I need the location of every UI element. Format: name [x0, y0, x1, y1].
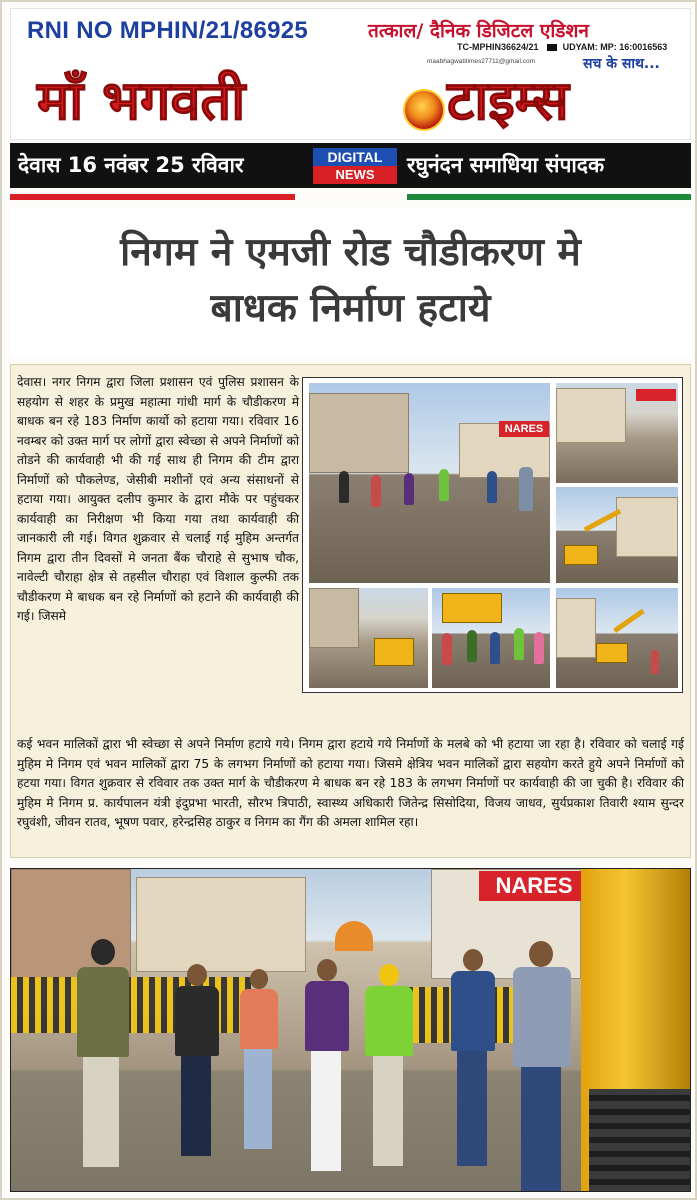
excavator-arm — [613, 609, 645, 633]
editor-name: रघुनंदन समाधिया संपादक — [407, 153, 605, 177]
head — [529, 941, 553, 967]
building-shape — [309, 393, 409, 473]
issue-date: देवास 16 नवंबर 25 रविवार — [18, 153, 244, 177]
person-figure — [371, 475, 381, 507]
team-inspection-photo — [432, 588, 550, 688]
newspaper-title — [37, 65, 685, 139]
temple-dome — [335, 921, 373, 951]
person-figure — [490, 632, 500, 664]
person-figure — [487, 471, 497, 503]
person-figure — [509, 941, 573, 1192]
badge-top: DIGITAL — [313, 148, 397, 166]
building-shape — [556, 598, 596, 658]
masthead — [10, 8, 691, 140]
shop-sign-large: NARES — [479, 871, 589, 901]
registration-numbers — [457, 42, 667, 52]
rni-number: RNI NO MPHIN/21/86925 — [27, 17, 309, 44]
head — [187, 964, 207, 986]
torso — [175, 986, 219, 1056]
edition-label: तत्काल/ दैनिक डिजिटल एडिशन — [368, 20, 589, 42]
person-figure — [361, 964, 415, 1179]
digital-news-badge — [313, 148, 397, 184]
person-figure — [514, 628, 524, 660]
building-shape — [616, 497, 678, 557]
headline — [10, 225, 691, 337]
person-figure — [171, 964, 221, 1174]
reg-udyam: UDYAM: MP: 16:0016563 — [562, 42, 668, 52]
torso — [77, 967, 129, 1057]
excavator-photo — [556, 487, 678, 583]
police-officer — [69, 939, 129, 1179]
excavator-tread — [589, 1089, 691, 1192]
legs — [311, 1051, 341, 1171]
demolished-building-photo — [556, 383, 678, 483]
legs — [83, 1057, 119, 1167]
person-figure — [534, 632, 544, 664]
person-figure — [447, 949, 497, 1179]
building-shape — [309, 588, 359, 648]
legs — [373, 1056, 403, 1166]
hard-hat — [379, 964, 399, 986]
officials-inspecting-road-photo — [10, 868, 691, 1192]
building-shape — [136, 877, 306, 972]
headline-line-1: निगम ने एमजी रोड चौडीकरण मे — [120, 230, 581, 275]
excavator-body — [564, 545, 598, 565]
person-figure — [339, 471, 349, 503]
green-stripe — [407, 194, 691, 200]
legs — [457, 1051, 487, 1166]
legs — [181, 1056, 211, 1156]
jcb-body — [442, 593, 502, 623]
torso — [513, 967, 571, 1067]
shop-sign-small — [636, 389, 676, 401]
person-figure — [651, 650, 659, 674]
head — [250, 969, 268, 989]
person-figure — [301, 959, 351, 1184]
person-figure — [236, 969, 280, 1169]
photo-collage — [302, 377, 683, 693]
headline-box — [10, 207, 691, 357]
torso — [305, 981, 349, 1051]
machine-on-road-photo — [556, 588, 678, 688]
jcb-debris-photo — [309, 588, 428, 688]
head — [317, 959, 337, 981]
person-figure — [442, 633, 452, 665]
red-stripe — [10, 194, 295, 200]
legs — [521, 1067, 561, 1192]
reg-tc: TC-MPHIN36624/21 — [457, 42, 539, 52]
legs — [244, 1049, 272, 1149]
badge-bottom: NEWS — [313, 166, 397, 184]
title-left: माँ भगवती — [37, 68, 246, 132]
email-address: maabhagwatitimes27711@gmail.com — [427, 58, 536, 65]
goddess-emblem-icon — [403, 89, 445, 131]
headline-line-2: बाधक निर्माण हटाये — [210, 286, 491, 331]
person-figure — [519, 467, 533, 511]
square-bullet-icon — [547, 44, 557, 51]
person-figure — [439, 469, 449, 501]
helmet — [91, 939, 115, 965]
officials-on-road-photo — [309, 383, 550, 583]
excavator-body — [596, 643, 628, 663]
article-full-text: कई भवन मालिकों द्वारा भी स्वेच्छा से अपने निर्माण हटाये गये। निगम द्वारा हटाये गये निर्माणों के मलबे को भी हटाया जा रहा है। रविवार को चलाई गई मुहिम मे निगम एवं भवन मालिकों द्वारा 75 के लगभग निर्माणों को हटाया गया। जिसमे क्षेत्रिय भवन मालिकों द्वारा सहयोग करते हुये अपने निर्माणों को हटया गया। विगत शुक्रवार से रविवार तक उक्त मार्ग के चौडीकरण मे बाधक बन रहे 183 के लगभग निर्माणों पर कार्यवाही की जा चुकी है। रविवार की मुहिम मे निगम प्र. कार्यपालन यंत्री इंदुप्रभा भारती, सौरभ त्रिपाठी, स्वास्थ्य अधिकारी जितेन्द्र सिसोदिया, विजय जाधव, सुर्यप्रकाश तिवारी श्याम सुन्दर रघुवंशी, जीवन रातव, भूषण पवार, हरेन्द्रसिह ठाकुर व निगम का गैंग की अमला शामिल रहा। — [17, 737, 684, 829]
person-figure — [404, 473, 414, 505]
motto: सच के साथ... — [583, 56, 660, 72]
shop-sign: NARES — [499, 421, 549, 437]
torso — [240, 989, 278, 1049]
article-column-text: देवास। नगर निगम द्वारा जिला प्रशासन एवं पुलिस प्रशासन के सहयोग से शहर के प्रमुख महात्मा गांधी मार्ग के चौडीकरण मे बाधक बन रहे 183 निर्माण कार्यो को हटाया गया। रविवार 16 नवम्बर को उक्त मार्ग पर लोगों द्वारा स्वेच्छा से अपने निर्माणों को तोडने की कार्यवाही भी की गई साथ ही निगम की टीम द्वारा निर्माणों को पौकलेण्ड, जेसीबी मशीनों एवं अन्य संसाधनों से हटाया गया। आयुक्त दलीप कुमार के द्वारा मौके पर पहुंचकर कार्यवाही का निरीक्षण भी किया गया तथा कार्यवाही की जानकारी ली गई। विगत शुक्रवार से चलाई गई मुहिम अन्तर्गत निगम द्वारा तीन दिवसों मे जनता बैंक चौराहे से सुभाष चौक, नावेल्टी चौराहा क्षेत्र से तहसील चौराहा एवं विशाल कुल्फी तक चौडीकरण मे बाधक बन रहे निर्माणों को हटाने की कार्यवाही की गई। जिसमे — [17, 375, 299, 623]
jcb-body — [374, 638, 414, 666]
torso — [365, 986, 413, 1056]
person-figure — [467, 630, 477, 662]
head — [463, 949, 483, 971]
torso — [451, 971, 495, 1051]
title-right: टाइम्स — [447, 68, 569, 132]
building-shape — [556, 388, 626, 443]
date-bar — [10, 143, 691, 188]
